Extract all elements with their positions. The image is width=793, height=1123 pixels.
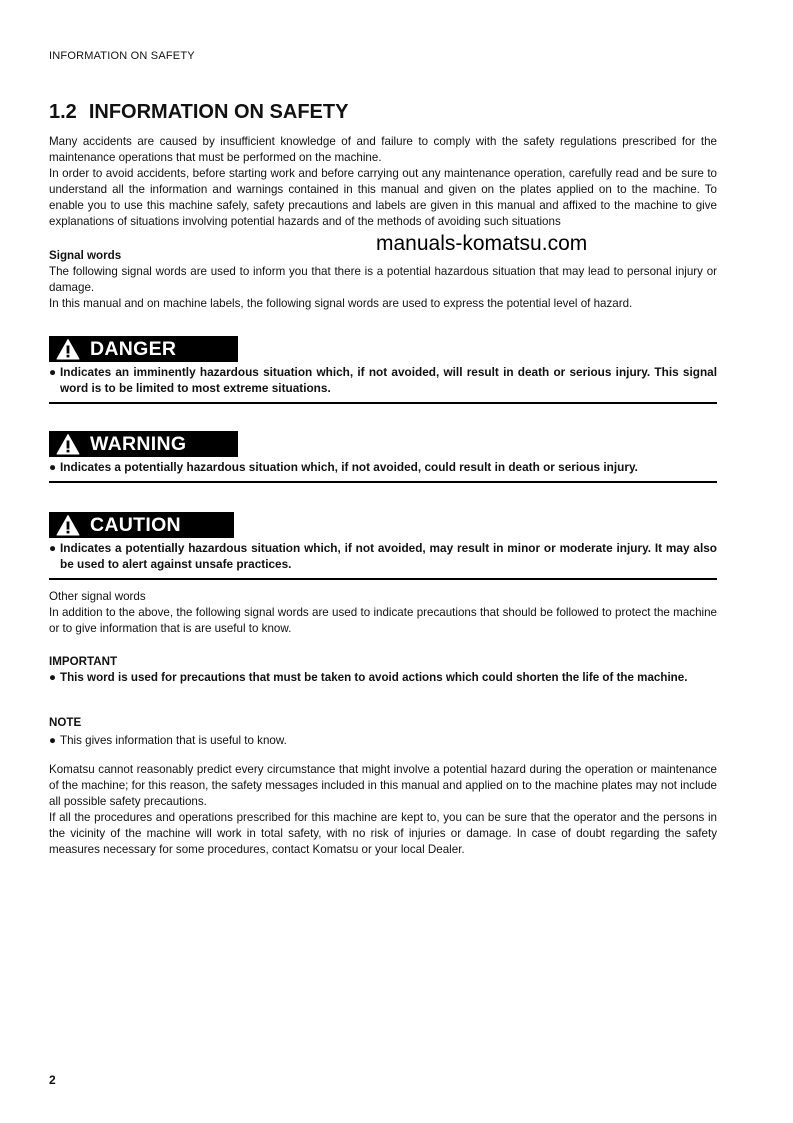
note-text: This gives information that is useful to know.: [60, 734, 287, 747]
warning-description: [49, 459, 717, 483]
list-item: [49, 540, 717, 572]
warning-triangle-icon: [56, 514, 80, 536]
section-title-text: INFORMATION ON SAFETY: [88, 101, 349, 123]
page-number: 2: [49, 1073, 56, 1087]
important-section: [49, 654, 717, 686]
list-item: [49, 733, 717, 749]
bullet-icon: ●: [49, 365, 57, 379]
warning-label: WARNING: [90, 432, 187, 455]
warning-triangle-icon: [56, 433, 80, 455]
danger-label: DANGER: [90, 337, 177, 360]
danger-badge: [49, 336, 238, 362]
list-item: [49, 364, 717, 396]
intro-paragraph-2: In order to avoid accidents, before starting work and before carrying out any maintenance operation, carefully read and be sure to understand all the information and warnings contained in this manual and given on the plates applied on to the machine. To enable you to use this machine safely, safety precautions and labels are given in this manual and affixed to the machine to give explanations of situations involving potential hazards and of the methods of avoiding such situations: [49, 167, 717, 228]
danger-text: Indicates an imminently hazardous situation which, if not avoided, will result in death or serious injury. This signal word is to be limited to most extreme situations.: [60, 365, 717, 395]
signal-words-paragraph-2: In this manual and on machine labels, the following signal words are used to express the potential level of hazard.: [49, 297, 633, 310]
warning-text: Indicates a potentially hazardous situation which, if not avoided, could result in death or serious injury.: [60, 460, 638, 474]
important-heading: IMPORTANT: [49, 655, 118, 668]
signal-words-paragraph-1: The following signal words are used to inform you that there is a potential hazardous situation that may lead to personal injury or damage.: [49, 265, 717, 294]
bullet-icon: ●: [49, 541, 57, 555]
list-item: [49, 670, 717, 686]
running-header: INFORMATION ON SAFETY: [49, 50, 195, 62]
caution-badge: [49, 512, 234, 538]
other-signal-words-section: [49, 589, 717, 637]
signal-words-section: [49, 248, 717, 312]
intro-paragraph-1: Many accidents are caused by insufficient knowledge of and failure to comply with the safety regulations prescribed for the maintenance operations that must be performed on the machine.: [49, 135, 717, 164]
caution-text: Indicates a potentially hazardous situation which, if not avoided, may result in minor or moderate injury. It may also be used to alert against unsafe practices.: [60, 541, 717, 571]
other-signal-words-heading: Other signal words: [49, 590, 146, 603]
signal-words-heading: Signal words: [49, 249, 122, 262]
intro-text: [49, 134, 717, 230]
danger-description: [49, 364, 717, 404]
watermark: manuals-komatsu.com: [376, 232, 588, 255]
bullet-icon: ●: [49, 460, 57, 474]
note-section: [49, 715, 717, 749]
closing-text: [49, 762, 717, 858]
caution-label: CAUTION: [90, 513, 181, 536]
bullet-icon: ●: [49, 734, 57, 747]
warning-badge: [49, 431, 238, 457]
closing-paragraph-2: If all the procedures and operations prescribed for this machine are kept to, you can be sure that the operator and the persons in the vicinity of the machine will work in total safety, with no risk of injuries or damage. In case of doubt regarding the safety measures necessary for some procedures, contact Komatsu or your local Dealer.: [49, 811, 717, 856]
section-number: 1.2: [49, 101, 77, 123]
caution-description: [49, 540, 717, 580]
warning-triangle-icon: [56, 338, 80, 360]
note-heading: NOTE: [49, 716, 82, 729]
other-signal-words-text: In addition to the above, the following signal words are used to indicate precautions that should be followed to protect the machine or to give information that is are useful to know.: [49, 606, 717, 635]
section-title: [49, 101, 348, 124]
bullet-icon: ●: [49, 671, 57, 684]
list-item: [49, 459, 717, 475]
closing-paragraph-1: Komatsu cannot reasonably predict every circumstance that might involve a potential hazard during the operation or maintenance of the machine; for this reason, the safety messages included in this manual and applied on to the machine plates may not include all possible safety precautions.: [49, 763, 717, 808]
important-text: This word is used for precautions that must be taken to avoid actions which could shorten the life of the machine.: [60, 671, 688, 684]
